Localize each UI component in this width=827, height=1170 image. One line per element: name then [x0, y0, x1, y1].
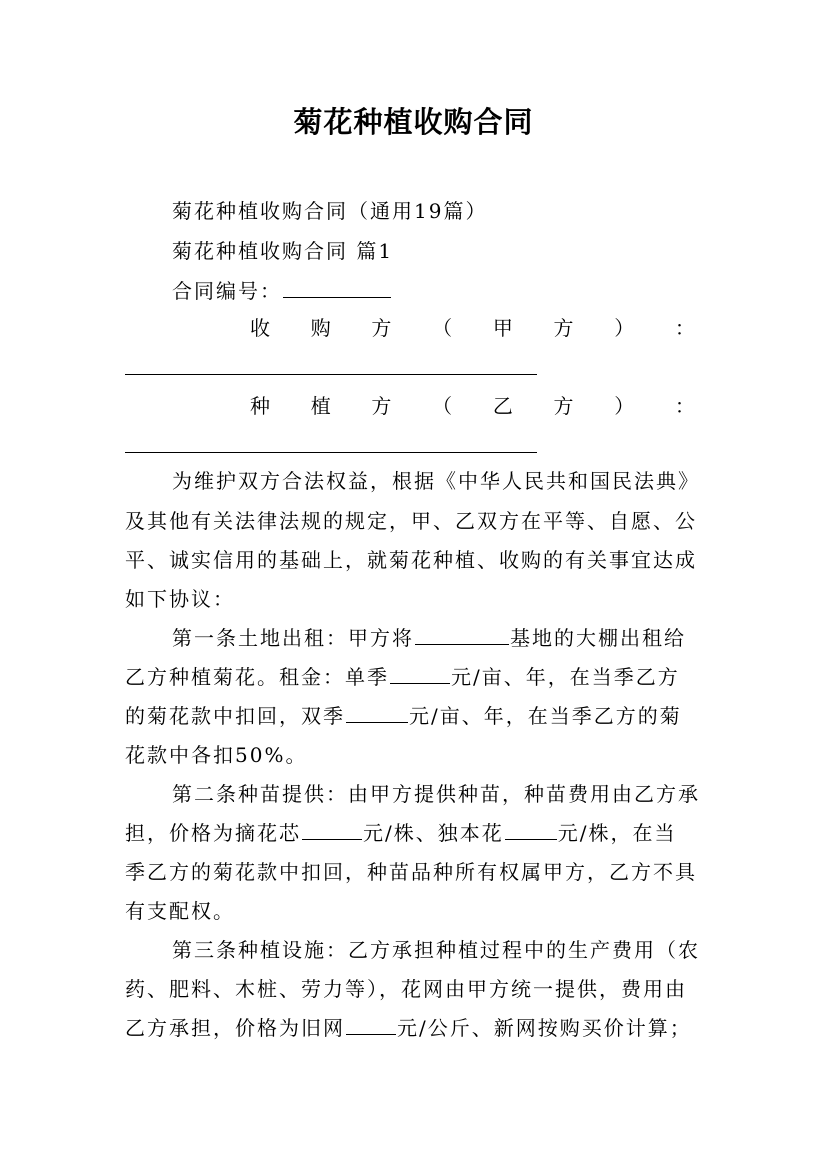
article-2-text: 元/株、独本花 [363, 821, 504, 845]
paragraph-line: 及其他有关法律法规的规定，甲、乙双方在平等、自愿、公 [125, 509, 697, 533]
paragraph-line: 如下协议： [125, 587, 235, 611]
buyer-party-blank [125, 374, 537, 375]
grower-party-blank [125, 452, 537, 453]
document-subtitle: 菊花种植收购合同（通用19篇） [172, 199, 488, 223]
old-net-price-blank [346, 1014, 396, 1035]
article-3-line: 药、肥料、木桩、劳力等），花网由甲方统一提供，费用由 [125, 977, 687, 1001]
base-name-blank [415, 624, 509, 645]
grower-char: 方 [553, 394, 574, 418]
article-2-line [125, 818, 677, 848]
section-heading: 菊花种植收购合同 篇1 [172, 239, 394, 263]
grower-party-label [250, 391, 695, 421]
article-1-text: 乙方种植菊花。租金：单季 [125, 665, 389, 689]
paragraph-line: 平、诚实信用的基础上，就菊花种植、收购的有关事宜达成 [125, 548, 697, 572]
article-2-text: 担，价格为摘花芯 [125, 821, 301, 845]
article-1-line: 花款中各扣50%。 [125, 743, 308, 767]
article-1-text: 元/亩、年，在当季乙方 [451, 665, 680, 689]
grower-char: 种 [250, 394, 270, 418]
grower-char: 方 [371, 394, 392, 418]
buyer-char: ） [614, 316, 635, 340]
paragraph-line: 为维护双方合法权益，根据《中华人民共和国民法典》 [172, 469, 700, 493]
grower-char: 植 [310, 394, 331, 418]
article-3-text: 元/公斤、新网按购买价计算； [397, 1016, 692, 1040]
buyer-char: （ [432, 316, 453, 340]
article-1-line [125, 662, 680, 692]
buyer-char: ： [674, 316, 695, 340]
grower-char: 乙 [492, 394, 513, 418]
grower-char: ： [674, 394, 695, 418]
article-1-text: 基地的大棚出租给 [510, 626, 686, 650]
buyer-char: 方 [553, 316, 574, 340]
article-1-text: 元/亩、年，在当季乙方的菊 [409, 704, 682, 728]
buyer-char: 方 [371, 316, 392, 340]
article-2-text: 元/株，在当 [557, 821, 677, 845]
buyer-char: 收 [250, 316, 270, 340]
grower-char: （ [432, 394, 453, 418]
single-stem-price-blank [505, 819, 557, 840]
contract-number-blank [283, 277, 391, 298]
article-2-line: 季乙方的菊花款中扣回，种苗品种所有权属甲方，乙方不具 [125, 860, 697, 884]
buyer-char: 甲 [492, 316, 513, 340]
article-3-line [125, 1013, 692, 1043]
article-2-line: 第二条种苗提供：由甲方提供种苗，种苗费用由乙方承 [172, 782, 700, 806]
article-3-line: 第三条种植设施：乙方承担种植过程中的生产费用（农 [172, 938, 700, 962]
article-1-line [172, 623, 686, 653]
article-1-text: 第一条土地出租：甲方将 [172, 626, 414, 650]
grower-char: ） [614, 394, 635, 418]
contract-number-line [172, 276, 392, 306]
article-3-text: 乙方承担，价格为旧网 [125, 1016, 345, 1040]
single-season-rent-blank [390, 663, 450, 684]
article-1-line [125, 701, 682, 731]
article-2-line: 有支配权。 [125, 899, 235, 923]
buyer-party-label [250, 313, 695, 343]
double-season-rent-blank [346, 702, 408, 723]
article-1-text: 的菊花款中扣回，双季 [125, 704, 345, 728]
document-title: 菊花种植收购合同 [293, 105, 534, 139]
buyer-char: 购 [310, 316, 331, 340]
contract-number-label: 合同编号： [172, 279, 282, 303]
pinch-price-blank [302, 819, 362, 840]
